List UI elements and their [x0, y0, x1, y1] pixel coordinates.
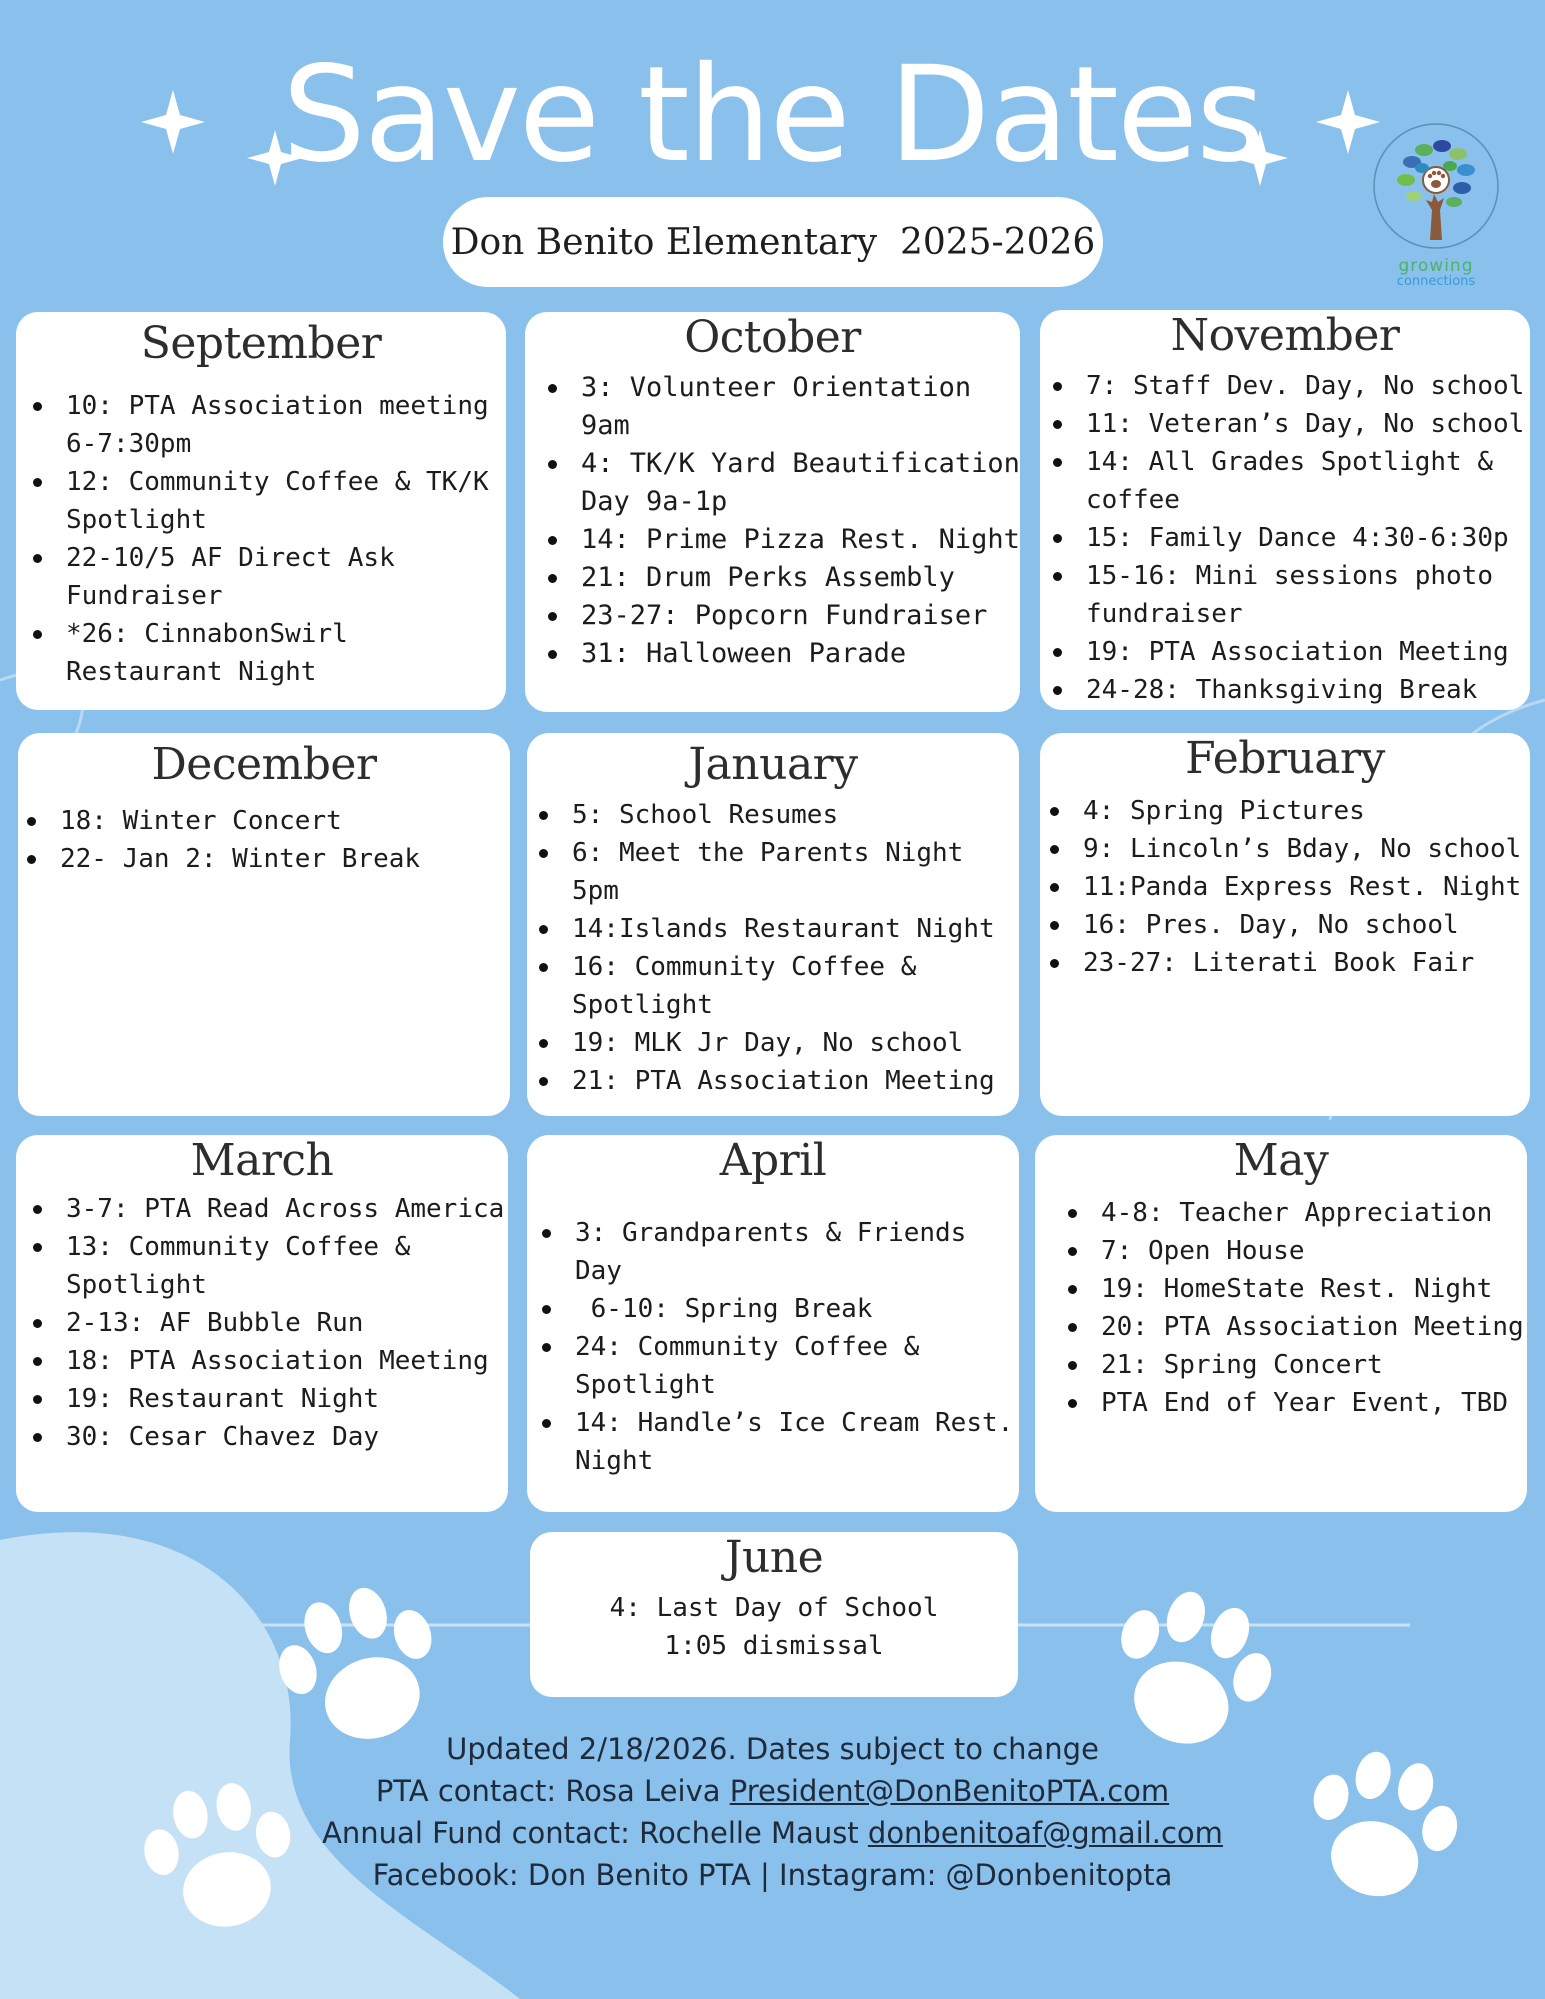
event-item: 13: Community Coffee & Spotlight — [66, 1228, 508, 1304]
annual-fund-contact-label: Annual Fund contact: Rochelle Maust — [322, 1816, 868, 1850]
social-media-line: Facebook: Don Benito PTA | Instagram: @Donbenitopta — [372, 1858, 1173, 1892]
month-card-march — [16, 1135, 508, 1512]
event-item: 30: Cesar Chavez Day — [66, 1418, 508, 1456]
pta-contact-line — [0, 1770, 1545, 1812]
event-item: 6-10: Spring Break — [575, 1290, 1019, 1328]
event-item: 3-7: PTA Read Across America — [66, 1190, 508, 1228]
event-item: 21: Drum Perks Assembly — [581, 559, 1020, 597]
logo-text-connections: connections — [1396, 274, 1476, 289]
event-item: 4-8: Teacher Appreciation — [1101, 1194, 1527, 1232]
event-item: 22-10/5 AF Direct Ask Fundraiser — [66, 539, 506, 615]
contact-footer — [0, 1728, 1545, 1896]
event-item: 11: Veteran’s Day, No school — [1086, 405, 1530, 443]
month-title: February — [1185, 733, 1385, 784]
month-card-april — [527, 1135, 1019, 1512]
event-item: 15: Family Dance 4:30-6:30p — [1086, 519, 1530, 557]
event-item: 10: PTA Association meeting 6-7:30pm — [66, 387, 506, 463]
month-card-february — [1040, 733, 1530, 1116]
event-item: 4: TK/K Yard Beautification Day 9a-1p — [581, 445, 1020, 521]
event-item: 23-27: Popcorn Fundraiser — [581, 597, 1020, 635]
school-year-banner — [443, 197, 1103, 287]
event-item: 24-28: Thanksgiving Break — [1086, 671, 1530, 709]
update-notice: Updated 2/18/2026. Dates subject to change — [446, 1732, 1099, 1766]
month-card-september — [16, 312, 506, 710]
school-year-text: Don Benito Elementary 2025-2026 — [450, 221, 1096, 263]
event-item: 3: Volunteer Orientation 9am — [581, 369, 1020, 445]
event-item: *26: CinnabonSwirl Restaurant Night — [66, 615, 506, 691]
event-item: 21: PTA Association Meeting — [572, 1062, 1019, 1100]
pta-email-link[interactable]: President@DonBenitoPTA.com — [729, 1774, 1170, 1808]
event-item: 14:Islands Restaurant Night — [572, 910, 1019, 948]
event-item: 19: Restaurant Night — [66, 1380, 508, 1418]
month-title: April — [719, 1135, 827, 1186]
event-item: 12: Community Coffee & TK/K Spotlight — [66, 463, 506, 539]
month-card-may — [1035, 1135, 1527, 1512]
logo-text-growing: growing — [1398, 256, 1474, 276]
page-title: Save the Dates — [282, 38, 1263, 192]
month-title: January — [688, 739, 858, 790]
event-item: 24: Community Coffee & Spotlight — [575, 1328, 1019, 1404]
tree-paw-logo-icon — [1372, 122, 1500, 254]
event-item: 14: Prime Pizza Rest. Night — [581, 521, 1020, 559]
event-item: 19: MLK Jr Day, No school — [572, 1024, 1019, 1062]
month-card-january — [527, 733, 1019, 1116]
event-item: 11:Panda Express Rest. Night — [1083, 868, 1530, 906]
event-item: 7: Staff Dev. Day, No school — [1086, 367, 1530, 405]
event-item: 22- Jan 2: Winter Break — [60, 840, 510, 878]
annual-fund-email-link[interactable]: donbenitoaf@gmail.com — [867, 1816, 1223, 1850]
month-title: October — [684, 312, 861, 363]
event-item: 16: Community Coffee & Spotlight — [572, 948, 1019, 1024]
event-item: 21: Spring Concert — [1101, 1346, 1527, 1384]
month-title: September — [140, 318, 382, 369]
event-item: 14: All Grades Spotlight & coffee — [1086, 443, 1530, 519]
month-card-december — [18, 733, 510, 1116]
event-item: 5: School Resumes — [572, 796, 1019, 834]
month-title: November — [1170, 310, 1400, 361]
month-title: March — [190, 1135, 334, 1186]
month-card-june — [530, 1532, 1018, 1697]
event-item: 15-16: Mini sessions photo fundraiser — [1086, 557, 1530, 633]
month-card-october — [525, 312, 1020, 712]
event-item: 31: Halloween Parade — [581, 635, 1020, 673]
event-item: 19: HomeState Rest. Night — [1101, 1270, 1527, 1308]
event-item: 20: PTA Association Meeting — [1101, 1308, 1527, 1346]
event-item: 23-27: Literati Book Fair — [1083, 944, 1530, 982]
month-title: May — [1233, 1135, 1329, 1186]
event-item: 14: Handle’s Ice Cream Rest. Night — [575, 1404, 1019, 1480]
event-item: PTA End of Year Event, TBD — [1101, 1384, 1527, 1422]
event-item: 9: Lincoln’s Bday, No school — [1083, 830, 1530, 868]
event-item: 7: Open House — [1101, 1232, 1527, 1270]
event-item: 19: PTA Association Meeting — [1086, 633, 1530, 671]
growing-connections-logo — [1372, 122, 1500, 292]
pta-contact-label: PTA contact: Rosa Leiva — [375, 1774, 730, 1808]
event-item: 4: Last Day of School 1:05 dismissal — [609, 1593, 939, 1661]
month-card-november — [1040, 310, 1530, 710]
event-item: 4: Spring Pictures — [1083, 792, 1530, 830]
month-title: December — [151, 739, 377, 790]
event-item: 18: Winter Concert — [60, 802, 510, 840]
event-item: 2-13: AF Bubble Run — [66, 1304, 508, 1342]
event-item: 3: Grandparents & Friends Day — [575, 1214, 1019, 1290]
annual-fund-contact-line — [0, 1812, 1545, 1854]
event-item: 6: Meet the Parents Night 5pm — [572, 834, 1019, 910]
event-item: 16: Pres. Day, No school — [1083, 906, 1530, 944]
event-item: 18: PTA Association Meeting — [66, 1342, 508, 1380]
month-title: June — [724, 1532, 824, 1583]
